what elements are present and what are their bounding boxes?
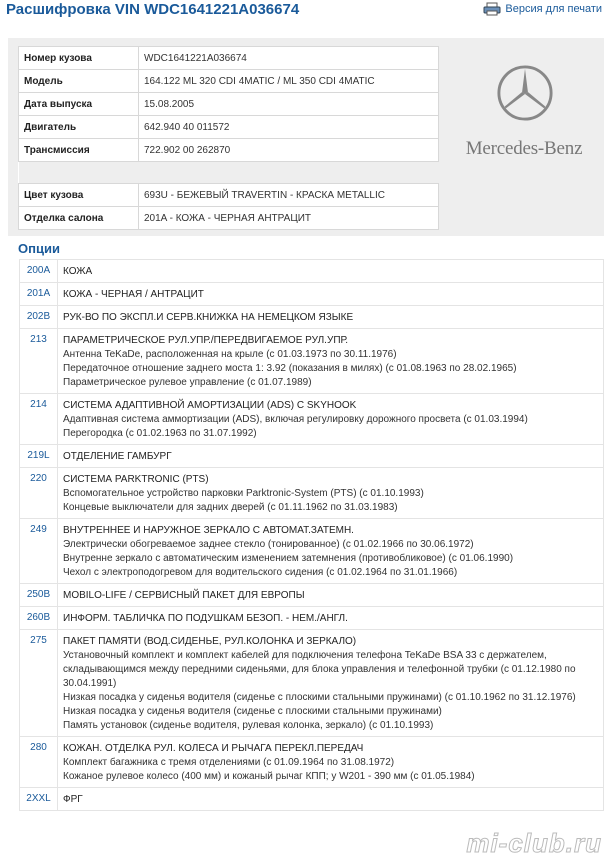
option-code-link[interactable]: 249 <box>20 519 58 583</box>
option-detail: Параметрическое рулевое управление (с 01.07.1989) <box>63 377 312 388</box>
option-title: ПАКЕТ ПАМЯТИ (ВОД.СИДЕНЬЕ, РУЛ.КОЛОНКА И ЗЕРКАЛО) <box>63 636 357 647</box>
option-row <box>19 737 604 788</box>
option-row <box>19 584 604 607</box>
option-detail: Передаточное отношение заднего моста 1: 3.92 (показания в милях) (с 01.08.1963 по 28.02.1965) <box>63 363 517 374</box>
option-row <box>19 519 604 584</box>
option-code-link[interactable]: 202B <box>20 306 58 328</box>
spec-value: 642.940 40 011572 <box>139 116 439 139</box>
option-code-link[interactable]: 250B <box>20 584 58 606</box>
spec-value: 722.902 00 262870 <box>139 139 439 162</box>
option-detail: Комплект багажника с тремя отделениями (с 01.09.1964 по 31.08.1972) <box>63 757 395 768</box>
option-row <box>19 630 604 737</box>
option-body <box>58 394 534 444</box>
spec-row <box>19 116 439 139</box>
option-title: СИСТЕМА PARKTRONIC (PTS) <box>63 474 209 485</box>
option-row <box>19 283 604 306</box>
watermark: mi-club.ru <box>466 828 602 858</box>
options-heading: Опции <box>18 241 60 256</box>
spec-key: Трансмиссия <box>19 139 139 162</box>
option-code-link[interactable]: 275 <box>20 630 58 736</box>
option-row <box>19 788 604 811</box>
option-body <box>58 329 523 393</box>
option-body <box>58 260 98 282</box>
option-title: ИНФОРМ. ТАБЛИЧКА ПО ПОДУШКАМ БЕЗОП. - НЕМ./АНГЛ. <box>63 613 348 624</box>
option-code-link[interactable]: 201A <box>20 283 58 305</box>
option-title: ВНУТРЕННЕЕ И НАРУЖНОЕ ЗЕРКАЛО С АВТОМАТ.ЗАТЕМН. <box>63 525 354 536</box>
option-code-link[interactable]: 213 <box>20 329 58 393</box>
spec-key: Дата выпуска <box>19 93 139 116</box>
option-row <box>19 468 604 519</box>
spec-row <box>19 207 439 230</box>
spec-key: Модель <box>19 70 139 93</box>
option-code-link[interactable]: 214 <box>20 394 58 444</box>
option-title: ОТДЕЛЕНИЕ ГАМБУРГ <box>63 451 172 462</box>
spec-value: WDC1641221A036674 <box>139 47 439 70</box>
spec-key: Отделка салона <box>19 207 139 230</box>
option-body <box>58 306 359 328</box>
option-title: КОЖА <box>63 266 93 277</box>
spec-key: Двигатель <box>19 116 139 139</box>
spec-key: Номер кузова <box>19 47 139 70</box>
brand-name: Mercedes-Benz <box>465 138 583 159</box>
option-code-link[interactable]: 260B <box>20 607 58 629</box>
option-row <box>19 445 604 468</box>
option-detail: Внутренне зеркало с автоматическим изменением затемнения (противобликовое) (с 01.06.1990) <box>63 553 514 564</box>
spec-value: 164.122 ML 320 CDI 4MATIC / ML 350 CDI 4MATIC <box>139 70 439 93</box>
option-body <box>58 519 519 583</box>
option-title: MOBILO-LIFE / СЕРВИСНЫЙ ПАКЕТ ДЛЯ ЕВРОПЫ <box>63 590 305 601</box>
print-version-link[interactable] <box>483 2 602 16</box>
spec-row <box>19 139 439 162</box>
spec-value: 693U - БЕЖЕВЫЙ TRAVERTIN - КРАСКА METALLIC <box>139 184 439 207</box>
option-code-link[interactable]: 200A <box>20 260 58 282</box>
option-title: КОЖА - ЧЕРНАЯ / АНТРАЦИТ <box>63 289 204 300</box>
page-title: Расшифровка VIN WDC1641221A036674 <box>6 1 300 18</box>
option-body <box>58 445 178 467</box>
option-detail: Антенна TeKaDe, расположенная на крыле (с 01.03.1973 по 30.11.1976) <box>63 349 397 360</box>
option-body <box>58 607 354 629</box>
option-row <box>19 394 604 445</box>
brand-logo <box>446 64 602 164</box>
option-detail: Концевые выключатели для задних дверей (с 01.11.1962 по 31.03.1983) <box>63 502 398 513</box>
option-detail: Адаптивная система аммортизации (ADS), включая регулировку дорожного просвета (с 01.03.1994) <box>63 414 528 425</box>
option-row <box>19 259 604 283</box>
option-body <box>58 468 430 518</box>
option-body <box>58 584 311 606</box>
mercedes-star-icon <box>496 64 554 122</box>
option-code-link[interactable]: 2XXL <box>20 788 58 810</box>
print-link-label: Версия для печати <box>505 3 602 15</box>
option-row <box>19 329 604 394</box>
option-detail: Установочный комплект и комплект кабелей для подключения телефона TeKaDe BSA 33 с держателем, складывающимся между передними сиденьями, для блока управления и телефонной трубки (с 01.12.1980 по 30.04.1991) <box>63 650 576 689</box>
option-detail: Кожаное рулевое колесо (400 мм) и кожаный рычаг КПП; у W201 - 390 мм (с 01.05.1984) <box>63 771 475 782</box>
option-code-link[interactable]: 280 <box>20 737 58 787</box>
spec-row <box>19 70 439 93</box>
spec-row <box>19 93 439 116</box>
spec-row <box>19 184 439 207</box>
option-detail: Низкая посадка у сиденья водителя (сиденье с плоскими стальными пружинами) (с 01.10.1962 по 31.12.1976) <box>63 692 576 703</box>
option-title: ФРГ <box>63 794 83 805</box>
option-body <box>58 737 481 787</box>
option-row <box>19 306 604 329</box>
option-title: РУК-ВО ПО ЭКСПЛ.И СЕРВ.КНИЖКА НА НЕМЕЦКОМ ЯЗЫКЕ <box>63 312 354 323</box>
option-title: ПАРАМЕТРИЧЕСКОЕ РУЛ.УПР./ПЕРЕДВИГАЕМОЕ РУЛ.УПР. <box>63 335 349 346</box>
option-row <box>19 607 604 630</box>
spec-value: 15.08.2005 <box>139 93 439 116</box>
option-detail: Память установок (сиденье водителя, рулевая колонка, зеркало) (с 01.10.1993) <box>63 720 434 731</box>
spec-key: Цвет кузова <box>19 184 139 207</box>
option-title: СИСТЕМА АДАПТИВНОЙ АМОРТИЗАЦИИ (ADS) C SKYHOOK <box>63 400 357 411</box>
option-body <box>58 788 89 810</box>
option-body <box>58 630 603 736</box>
option-title: КОЖАН. ОТДЕЛКА РУЛ. КОЛЕСА И РЫЧАГА ПЕРЕКЛ.ПЕРЕДАЧ <box>63 743 364 754</box>
spec-table <box>18 46 439 230</box>
spec-separator <box>19 162 439 184</box>
options-table <box>19 259 604 811</box>
printer-icon <box>483 2 501 16</box>
option-code-link[interactable]: 219L <box>20 445 58 467</box>
option-code-link[interactable]: 220 <box>20 468 58 518</box>
spec-row <box>19 47 439 70</box>
option-detail: Низкая посадка у сиденья водителя (сиденье с плоскими стальными пружинами) <box>63 706 442 717</box>
option-detail: Электрически обогреваемое заднее стекло (тонированное) (с 01.02.1966 по 30.06.1972) <box>63 539 474 550</box>
option-detail: Вспомогательное устройство парковки Parktronic-System (PTS) (с 01.10.1993) <box>63 488 424 499</box>
option-body <box>58 283 210 305</box>
option-detail: Чехол с электроподогревом для водительского сидения (с 01.02.1964 по 31.01.1966) <box>63 567 458 578</box>
spec-value: 201A - КОЖА - ЧЕРНАЯ АНТРАЦИТ <box>139 207 439 230</box>
option-detail: Перегородка (с 01.02.1963 по 31.07.1992) <box>63 428 257 439</box>
